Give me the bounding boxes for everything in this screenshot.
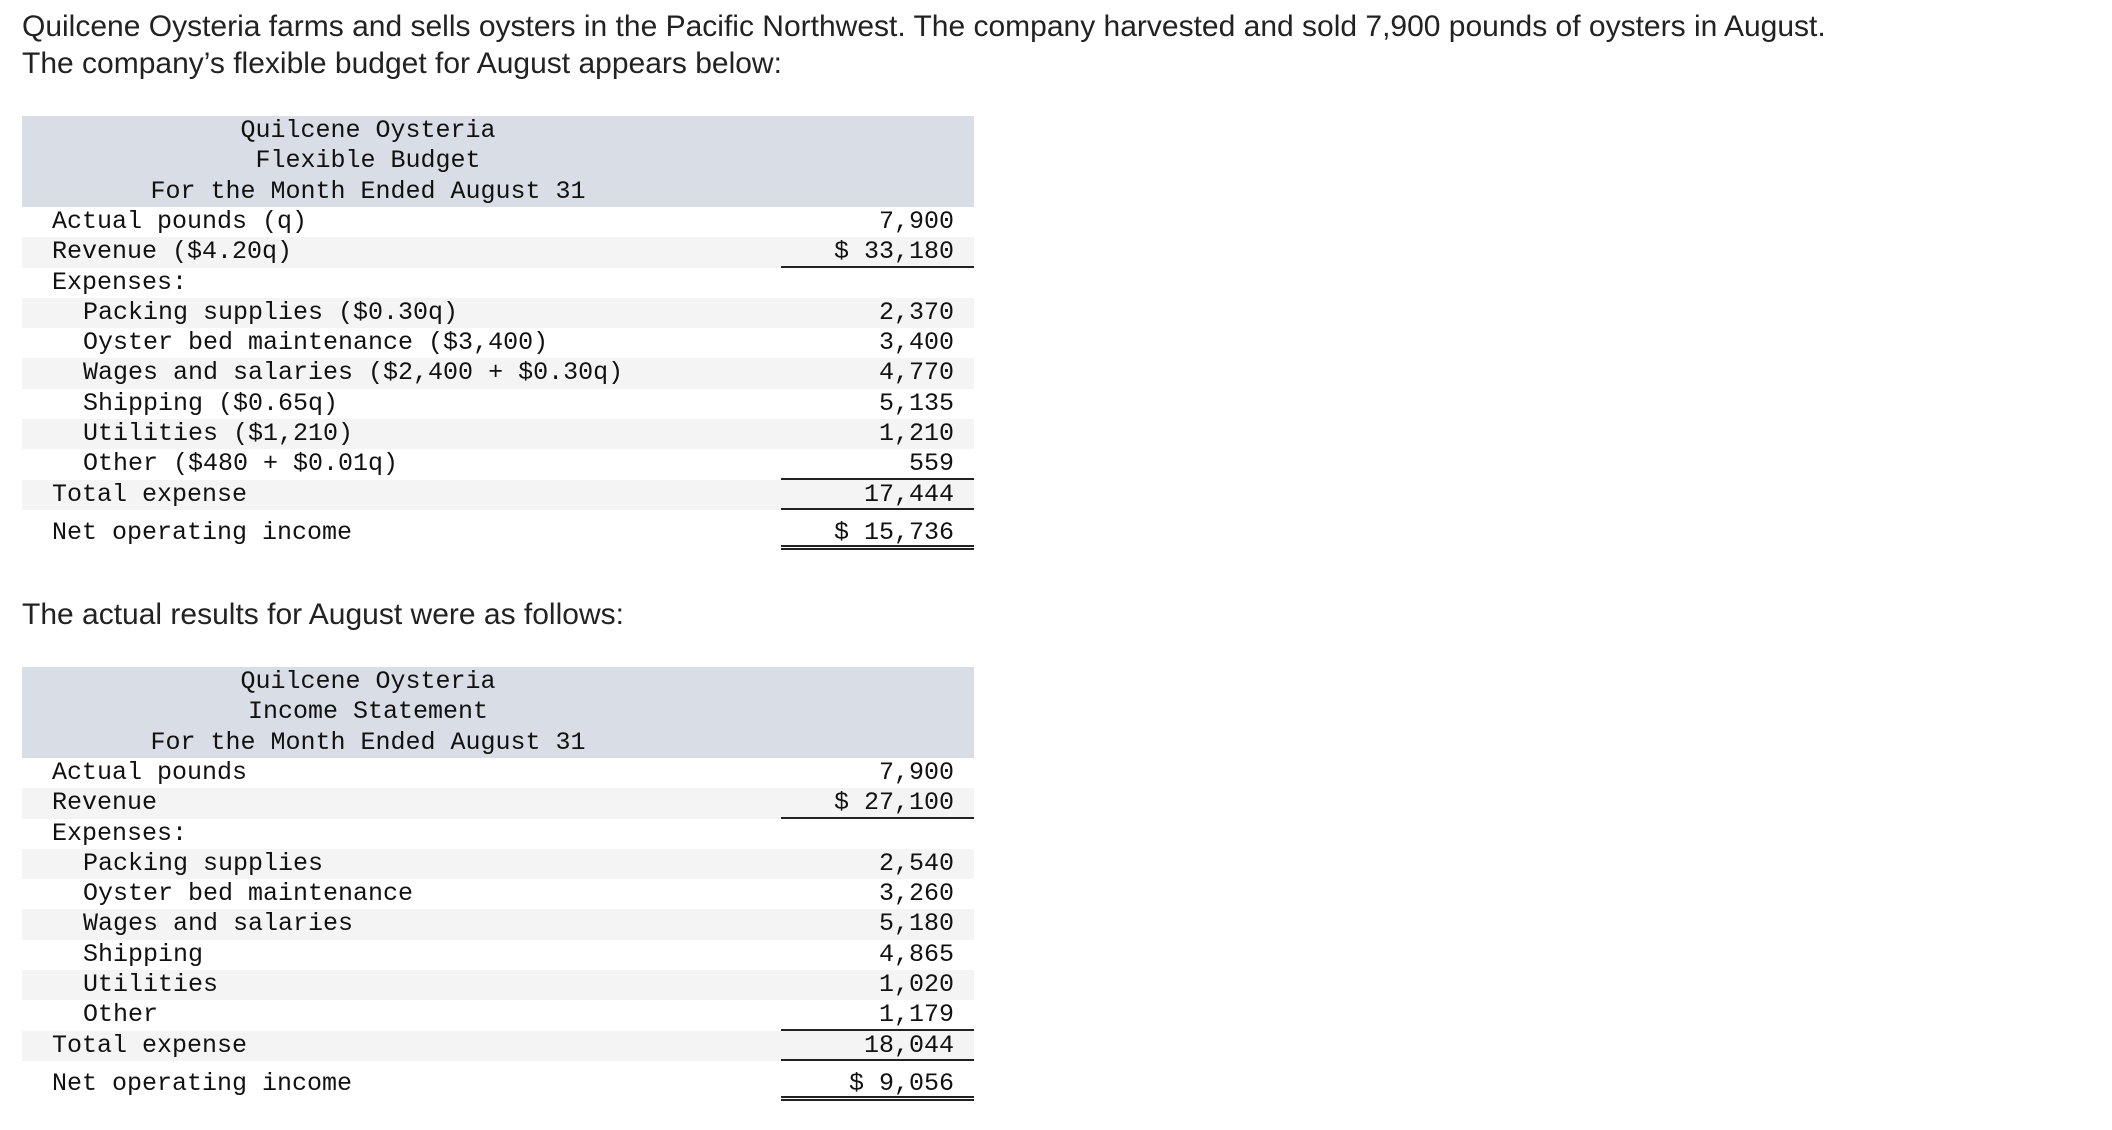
row-label: Other ($480 + $0.01q) [83, 449, 399, 479]
row-revenue [22, 788, 974, 818]
row-utilities [22, 419, 974, 449]
row-label: Actual pounds [52, 758, 248, 787]
row-oyster-bed-maintenance [22, 879, 974, 909]
row-wages-and-salaries [22, 909, 974, 939]
row-label: Net operating income [52, 517, 353, 547]
row-value: 17,444 [781, 480, 974, 510]
row-label: Packing supplies [83, 848, 324, 878]
row-expenses-heading [22, 268, 974, 298]
row-label: Wages and salaries [83, 909, 354, 939]
income-statement-table [22, 667, 974, 1101]
statement-title: Flexible Budget [255, 146, 481, 176]
row-value: 18,044 [781, 1031, 974, 1061]
row-shipping [22, 389, 974, 419]
row-label: Actual pounds (q) [52, 207, 308, 236]
statement-title: Income Statement [247, 697, 489, 727]
row-value: 5,135 [878, 388, 954, 418]
actual-results-intro: The actual results for August were as follows: [22, 598, 624, 631]
statement-period: For the Month Ended August 31 [150, 727, 586, 757]
row-value: 7,900 [878, 207, 954, 236]
row-value: 7,900 [878, 758, 954, 787]
row-value: 4,770 [878, 358, 954, 388]
row-value: 559 [781, 449, 974, 479]
row-label: Expenses: [52, 818, 188, 848]
row-actual-pounds [22, 207, 974, 237]
row-value: 2,370 [878, 297, 954, 327]
row-value: $ 27,100 [781, 788, 974, 818]
row-net-operating-income [22, 1061, 974, 1101]
row-label: Net operating income [52, 1068, 353, 1098]
row-value: 5,180 [878, 909, 954, 939]
row-label: Revenue [52, 788, 158, 818]
row-net-operating-income [22, 510, 974, 550]
row-value: 1,020 [878, 970, 954, 1000]
flexible-budget-header [22, 116, 974, 207]
row-label: Utilities [83, 970, 219, 1000]
row-label: Utilities ($1,210) [83, 419, 354, 449]
row-value: 4,865 [878, 939, 954, 969]
row-utilities [22, 970, 974, 1000]
row-value: 1,210 [878, 419, 954, 449]
intro-paragraph: Quilcene Oysteria farms and sells oysters in the Pacific Northwest. The company harvested and sold 7,900 pounds of oysters in August. The company’s flexible budget for August appears below: [22, 10, 1826, 80]
row-packing-supplies [22, 298, 974, 328]
row-value: $ 15,736 [781, 510, 974, 550]
row-other [22, 449, 974, 479]
row-value: 3,400 [878, 328, 954, 358]
row-total-expense [22, 480, 974, 510]
row-other [22, 1000, 974, 1030]
row-label: Expenses: [52, 267, 188, 297]
row-label: Shipping [83, 939, 204, 969]
row-wages-and-salaries [22, 358, 974, 388]
row-total-expense [22, 1031, 974, 1061]
row-value: 3,260 [878, 879, 954, 909]
row-label: Other [83, 1000, 159, 1030]
row-value: $ 9,056 [781, 1061, 974, 1101]
row-label: Shipping ($0.65q) [83, 388, 339, 418]
row-label: Oyster bed maintenance [83, 879, 414, 909]
row-label: Oyster bed maintenance ($3,400) [83, 328, 549, 358]
row-actual-pounds [22, 758, 974, 788]
row-label: Wages and salaries ($2,400 + $0.30q) [83, 358, 624, 388]
row-label: Total expense [52, 1030, 248, 1060]
company-name: Quilcene Oysteria [240, 667, 496, 696]
company-name: Quilcene Oysteria [240, 116, 496, 145]
income-statement-header [22, 667, 974, 758]
row-value: 1,179 [781, 1000, 974, 1030]
row-label: Total expense [52, 479, 248, 509]
row-expenses-heading [22, 819, 974, 849]
row-label: Revenue ($4.20q) [52, 237, 293, 267]
row-packing-supplies [22, 849, 974, 879]
row-revenue [22, 237, 974, 267]
statement-period: For the Month Ended August 31 [150, 176, 586, 206]
row-value: 2,540 [878, 848, 954, 878]
row-label: Packing supplies ($0.30q) [83, 297, 459, 327]
row-value: $ 33,180 [781, 237, 974, 267]
flexible-budget-table [22, 116, 974, 550]
row-shipping [22, 940, 974, 970]
row-oyster-bed-maintenance [22, 328, 974, 358]
